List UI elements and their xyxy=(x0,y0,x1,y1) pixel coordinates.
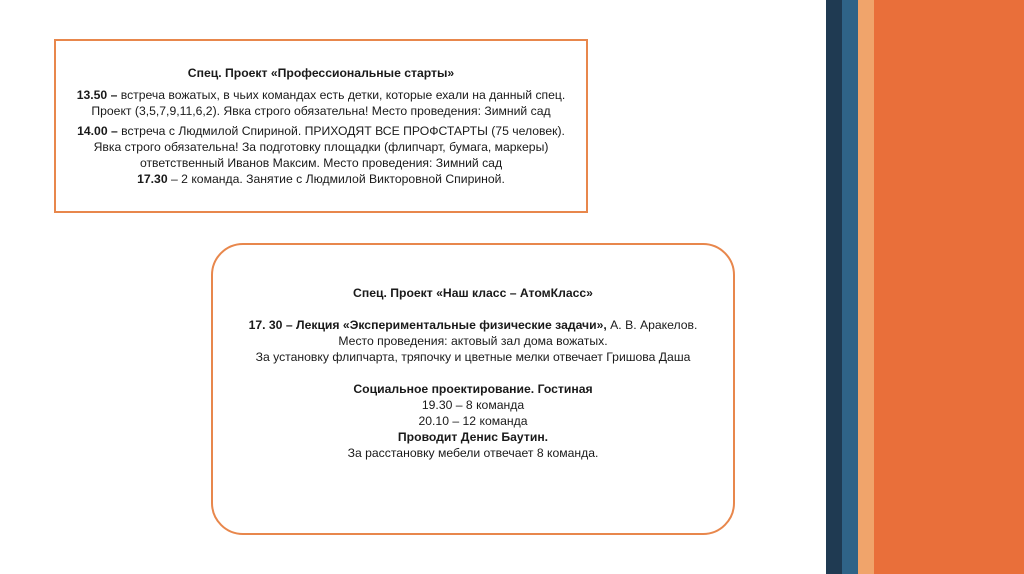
lecture-rest: А. В. Аракелов. xyxy=(606,318,698,332)
profstart-item-3 xyxy=(56,171,586,187)
decor-stripe-blue xyxy=(842,0,858,574)
item1-time: 13.50 – xyxy=(76,88,118,102)
item1-text: встреча вожатых, в чьих командах есть детки, которые ехали на данный спец. xyxy=(117,88,566,102)
slot-2: 20.10 – 12 команда xyxy=(418,414,528,428)
lecture-bold: 17. 30 – Лекция «Экспериментальные физические задачи», xyxy=(248,318,607,332)
atomclass-schedule-box xyxy=(211,243,735,535)
social-title: Социальное проектирование. Гостиная xyxy=(353,382,593,396)
profstart-item-1 xyxy=(56,87,586,103)
item3-text: – 2 команда. Занятие с Людмилой Викторовной Спириной. xyxy=(167,172,505,186)
host-line: Проводит Денис Баутин. xyxy=(397,430,549,444)
item2-time: 14.00 – xyxy=(77,124,118,138)
lecture-line xyxy=(213,317,733,333)
lecture-place: Место проведения: актовый зал дома вожатых. xyxy=(338,334,608,348)
spacer xyxy=(213,365,733,381)
profstart-item-2-line2: Явка строго обязательна! За подготовку площадки (флипчарт, бумага, маркеры) xyxy=(93,140,549,154)
profstart-title: Спец. Проект «Профессиональные старты» xyxy=(187,66,455,80)
item2-text: встреча с Людмилой Спириной. ПРИХОДЯТ ВСЕ ПРОФСТАРТЫ (75 человек). xyxy=(117,124,565,138)
profstart-item-1-line2: Проект (3,5,7,9,11,6,2). Явка строго обязательна! Место проведения: Зимний сад xyxy=(91,104,551,118)
profstart-schedule-box xyxy=(54,39,588,213)
slot-1: 19.30 – 8 команда xyxy=(421,398,525,412)
decor-stripe-peach xyxy=(858,0,874,574)
profstart-item-2 xyxy=(56,123,586,139)
decor-stripe-dark xyxy=(826,0,842,574)
atomclass-title: Спец. Проект «Наш класс – АтомКласс» xyxy=(353,286,593,300)
item3-time: 17.30 xyxy=(137,172,168,186)
decor-stripe-orange xyxy=(874,0,1024,574)
profstart-item-2-line3: ответственный Иванов Максим. Место проведения: Зимний сад xyxy=(139,156,503,170)
spacer xyxy=(213,301,733,317)
furniture-line: За расстановку мебели отвечает 8 команда. xyxy=(347,446,599,460)
lecture-responsible: За установку флипчарта, тряпочку и цветные мелки отвечает Гришова Даша xyxy=(255,350,691,364)
